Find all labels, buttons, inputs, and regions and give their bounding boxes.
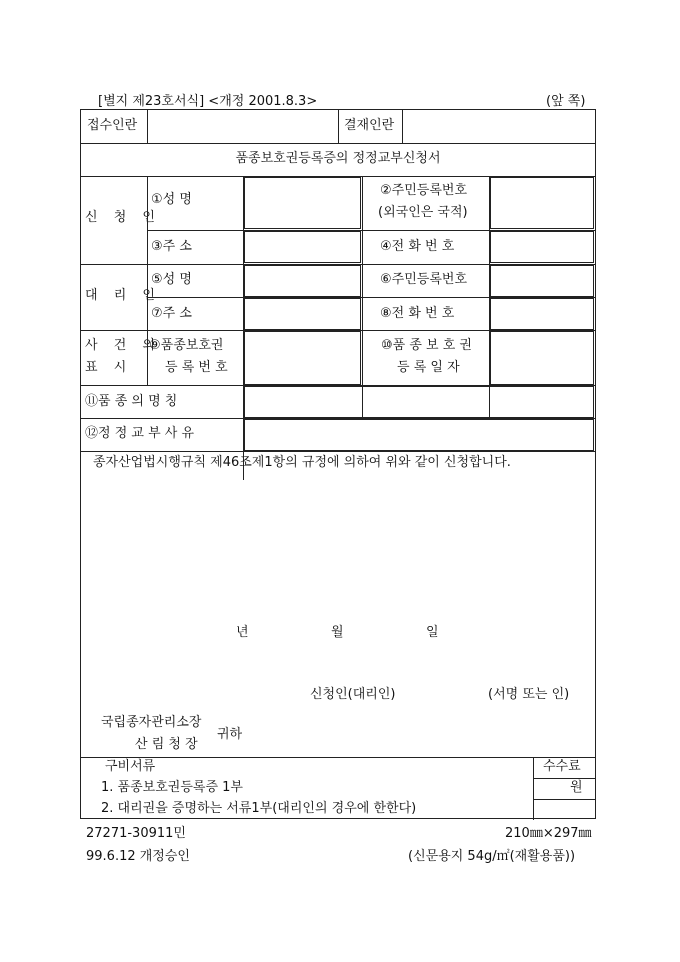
- paper-size: 210㎜×297㎜: [505, 826, 592, 841]
- variety-name-label: ⑪품 종 의 명 칭: [85, 394, 178, 409]
- form-title: 품종보호권등록증의 정정교부신청서: [235, 151, 441, 166]
- signature-note: (서명 또는 인): [488, 687, 570, 702]
- agent-phone-label: ⑧전 화 번 호: [380, 306, 455, 321]
- applicant-phone-label: ④전 화 번 호: [380, 239, 455, 254]
- date-day: 일: [426, 625, 439, 640]
- agent-address-field[interactable]: [244, 298, 361, 330]
- applicant-rrn-field[interactable]: [490, 177, 594, 229]
- correction-reason-field[interactable]: [244, 419, 594, 451]
- applicant-address-label: ③주 소: [151, 239, 192, 254]
- reg-date-label-2: 등 록 일 자: [397, 360, 460, 375]
- application-form: [80, 109, 596, 819]
- reg-no-label-2: 등 록 번 호: [165, 360, 228, 375]
- document-item-1: 1. 품종보호권등록증 1부: [101, 780, 243, 795]
- addressee-line2: 산 림 청 장: [135, 737, 198, 752]
- applicant-address-field[interactable]: [244, 231, 361, 263]
- agent-name-label: ⑤성 명: [151, 272, 192, 287]
- applicant-label: 신 청 인: [85, 210, 161, 225]
- applicant-rrn-label: ②주민등록번호: [380, 183, 468, 198]
- reg-date-label: ⑩품 종 보 호 권: [381, 338, 472, 353]
- signer-label: 신청인(대리인): [310, 687, 396, 702]
- approval-label: 결재인란: [344, 118, 395, 133]
- case-label-2: 표 시: [85, 360, 133, 375]
- approval-date: 99.6.12 개정승인: [86, 849, 190, 864]
- correction-reason-label: ⑫정 정 교 부 사 유: [85, 426, 195, 441]
- applicant-name-label: ①성 명: [151, 192, 192, 207]
- reg-no-label: ⑨품종보호권: [149, 338, 224, 353]
- agent-name-field[interactable]: [244, 265, 361, 297]
- applicant-name-field[interactable]: [244, 177, 361, 229]
- application-statement: 종자산업법시행규칙 제46조제1항의 규정에 의하여 위와 같이 신청합니다.: [93, 455, 511, 470]
- form-number: [별지 제23호서식] <개정 2001.8.3>: [98, 94, 318, 109]
- variety-name-field[interactable]: [244, 386, 594, 418]
- agent-label: 대 리 인: [85, 288, 161, 303]
- date-month: 월: [331, 625, 344, 640]
- form-code: 27271-30911민: [86, 826, 186, 841]
- documents-header: 구비서류: [105, 759, 156, 774]
- fee-header: 수수료: [543, 759, 581, 774]
- addressee-honorific: 귀하: [217, 727, 243, 742]
- applicant-phone-field[interactable]: [490, 231, 594, 263]
- document-item-2: 2. 대리권을 증명하는 서류1부(대리인의 경우에 한한다): [101, 801, 417, 816]
- reg-date-field[interactable]: [490, 331, 594, 385]
- receipt-label: 접수인란: [87, 118, 138, 133]
- fee-unit: 원: [570, 780, 583, 795]
- agent-rrn-label: ⑥주민등록번호: [380, 272, 468, 287]
- agent-address-label: ⑦주 소: [151, 306, 192, 321]
- paper-spec: (신문용지 54g/㎡(재활용품)): [408, 849, 576, 864]
- applicant-nationality-note: (외국인은 국적): [378, 205, 468, 220]
- agent-rrn-field[interactable]: [490, 265, 594, 297]
- reg-no-field[interactable]: [244, 331, 361, 385]
- date-year: 년: [236, 625, 249, 640]
- page-side-label: (앞 쪽): [546, 94, 586, 109]
- case-label: 사 건 의: [85, 338, 161, 353]
- addressee-line1: 국립종자관리소장: [101, 715, 202, 730]
- agent-phone-field[interactable]: [490, 298, 594, 330]
